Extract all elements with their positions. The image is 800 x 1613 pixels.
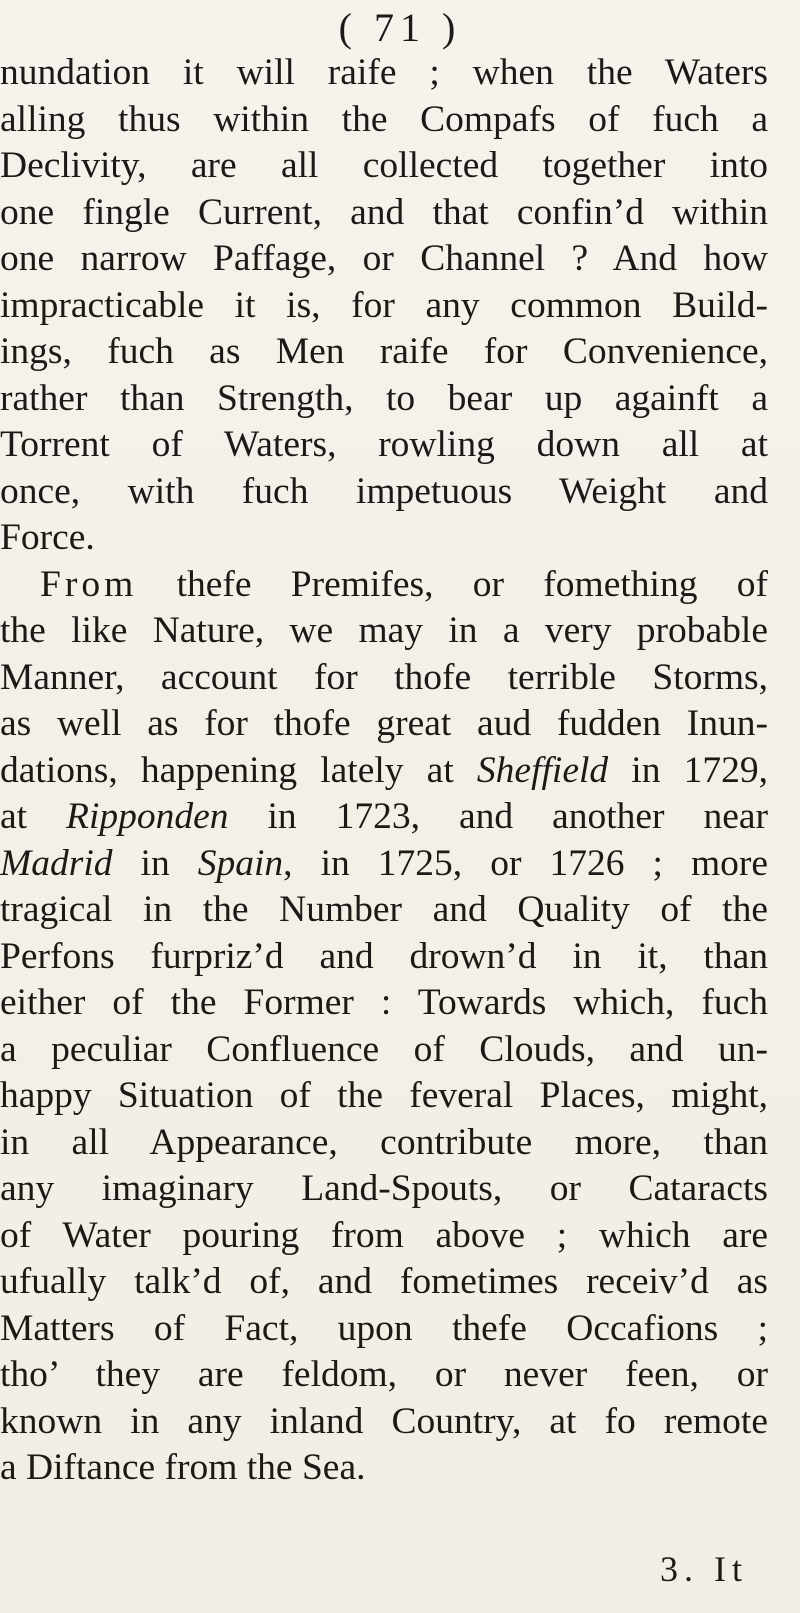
text-line: either of the Former : Towards which, fuch [0, 982, 768, 1023]
text-line: any imaginary Land-Spouts, or Cataracts [0, 1168, 768, 1209]
text-line: happy Situation of the feveral Places, might, [0, 1075, 768, 1116]
text-line [0, 562, 768, 609]
text-fragment: at [0, 796, 67, 837]
text-line: of Water pouring from above ; which are [0, 1214, 768, 1256]
body-text [0, 50, 768, 1492]
text-fragment: dations, happening lately at [0, 749, 477, 791]
text-fragment: thefe Premifes, or fomething of [137, 563, 768, 605]
place-name: Sheffield [476, 749, 609, 791]
text-line: one narrow Paffage, or Channel ? And how [0, 238, 768, 279]
text-line: ings, fuch as Men raife for Convenience, [0, 331, 768, 372]
text-fragment: in 1723, and another near [228, 796, 768, 837]
catchword: 3. It [660, 1549, 748, 1589]
text-line: one fingle Current, and that confin’d within [0, 191, 768, 233]
text-fragment: in 1729, [608, 749, 768, 791]
text-line: tragical in the Number and Quality of the [0, 889, 768, 930]
text-line [0, 748, 768, 795]
text-line [0, 794, 768, 841]
text-line: a peculiar Confluence of Clouds, and un- [0, 1028, 768, 1070]
text-fragment: , in 1725, or 1726 ; more [283, 842, 768, 884]
text-line: Torrent of Waters, rowling down all at [0, 424, 768, 465]
text-line [0, 841, 768, 888]
text-line: impracticable it is, for any common Build- [0, 284, 768, 326]
text-line: Perfons furpriz’d and drown’d in it, than [0, 935, 768, 977]
text-line: alling thus within the Compafs of fuch a [0, 98, 768, 140]
text-line: a Diftance from the Sea. [0, 1447, 366, 1488]
text-line: known in any inland Country, at fo remote [0, 1400, 768, 1442]
text-line: in all Appearance, contribute more, than [0, 1121, 768, 1163]
place-name: Madrid [0, 842, 113, 884]
text-line: Matters of Fact, upon thefe Occafions ; [0, 1307, 768, 1349]
text-line: Manner, account for thofe terrible Storms, [0, 656, 768, 698]
text-line: tho’ they are feldom, or never feen, or [0, 1354, 768, 1395]
text-line: Declivity, are all collected together into [0, 145, 768, 186]
page-number: ( 71 ) [338, 5, 462, 50]
text-fragment: in [112, 842, 198, 884]
text-line: the like Nature, we may in a very probable [0, 610, 768, 651]
text-line: nundation it will raife ; when the Waters [0, 52, 768, 93]
paragraph-lead-word: From [40, 563, 138, 605]
text-line: Force. [0, 517, 95, 558]
text-line: once, with fuch impetuous Weight and [0, 470, 768, 512]
text-line: as well as for thofe great aud fudden Inun- [0, 703, 768, 744]
place-name: Spain [197, 842, 284, 884]
place-name: Ripponden [66, 796, 229, 837]
text-line: rather than Strength, to bear up againft a [0, 377, 768, 419]
text-line: ufually talk’d of, and fometimes receiv’d as [0, 1261, 768, 1302]
